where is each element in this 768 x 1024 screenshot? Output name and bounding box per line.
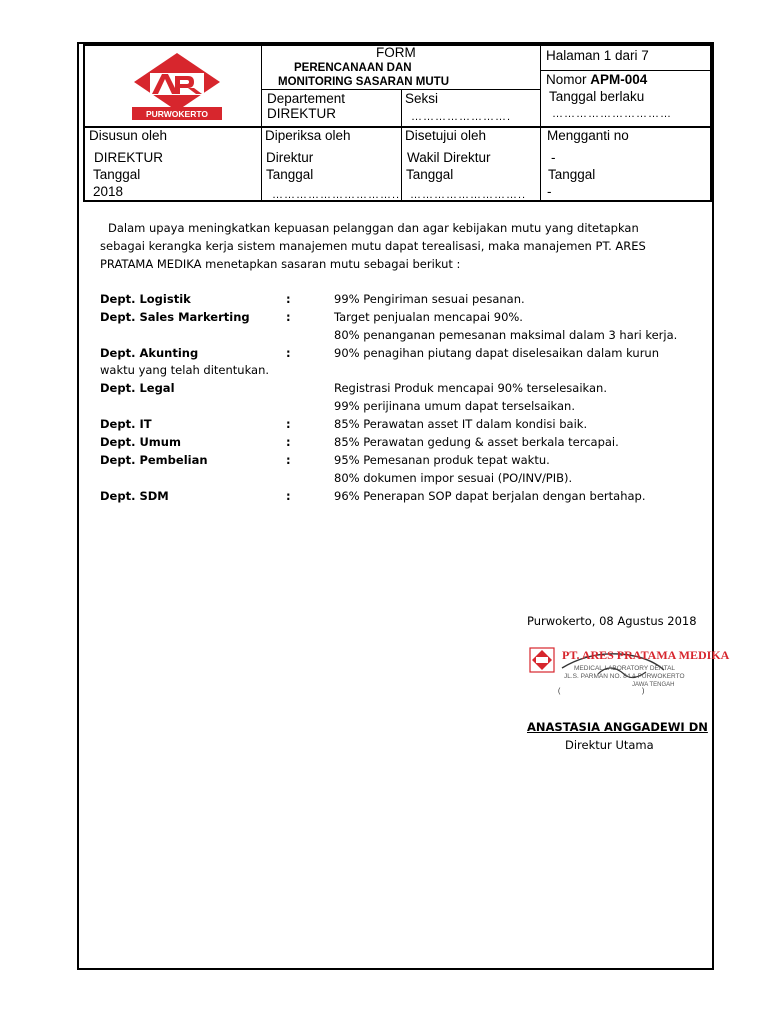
intro-line-3: PRATAMA MEDIKA menetapkan sasaran mutu sebagai berikut : xyxy=(100,257,461,271)
dept-name: Dept. Pembelian xyxy=(100,453,208,467)
mengganti-tanggal-value: - xyxy=(547,184,552,199)
company-stamp xyxy=(528,644,730,695)
dept-colon: : xyxy=(286,292,291,306)
dept-target: 85% Perawatan gedung & asset berkala tercapai. xyxy=(334,435,619,449)
dept-name: Dept. SDM xyxy=(100,489,169,503)
dept-name: Dept. Sales Markerting xyxy=(100,310,250,324)
diperiksa-dots: ………………………….. xyxy=(272,189,401,201)
signer-title: Direktur Utama xyxy=(565,738,654,752)
dept-name: Dept. Logistik xyxy=(100,292,191,306)
stamp-line-1: MEDICAL LABORATORY DENTAL xyxy=(574,665,676,672)
dept-target: 80% dokumen impor sesuai (PO/INV/PIB). xyxy=(334,471,573,485)
dept-colon: : xyxy=(286,489,291,503)
mengganti-tanggal: Tanggal xyxy=(548,167,596,182)
mengganti-label: Mengganti no xyxy=(547,128,629,143)
nomor-label: Nomor xyxy=(546,72,587,87)
form-title-line1: PERENCANAAN DAN xyxy=(294,62,412,74)
seksi-dots: ……………………. xyxy=(411,111,512,123)
page-info: Halaman 1 dari 7 xyxy=(546,48,649,63)
stamp-brackets: ( ) xyxy=(558,688,645,695)
header-divider xyxy=(262,89,540,90)
header-divider xyxy=(261,44,262,202)
disusun-name: DIREKTUR xyxy=(94,150,164,165)
dept-target: 80% penanganan pemesanan maksimal dalam 3 hari kerja. xyxy=(334,328,678,342)
company-logo xyxy=(130,52,224,122)
signer-name: ANASTASIA ANGGADEWI DN xyxy=(527,720,708,734)
tanggal-berlaku-dots: ………………………… xyxy=(552,108,672,120)
header-divider xyxy=(541,70,712,71)
dept-name: Dept. IT xyxy=(100,417,152,431)
disusun-label: Disusun oleh xyxy=(89,128,168,143)
dept-target: 99% perijinana umum dapat terselsaikan. xyxy=(334,399,575,413)
dept-colon: : xyxy=(286,453,291,467)
departement-value: DIREKTUR xyxy=(267,106,337,121)
seksi-label: Seksi xyxy=(405,91,439,106)
header-divider xyxy=(540,44,541,202)
disetujui-label: Disetujui oleh xyxy=(405,128,487,143)
disusun-year: 2018 xyxy=(93,184,124,199)
dept-target: 95% Pemesanan produk tepat waktu. xyxy=(334,453,550,467)
intro-line-1: Dalam upaya meningkatkan kepuasan pelanggan dan agar kebijakan mutu yang ditetapkan xyxy=(108,221,639,235)
disetujui-dots: ……………………….. xyxy=(410,189,527,201)
stamp-line-3: JAWA TENGAH xyxy=(632,682,675,688)
dept-target: Registrasi Produk mencapai 90% terselesaikan. xyxy=(334,381,607,395)
diperiksa-label: Diperiksa oleh xyxy=(265,128,351,143)
diperiksa-tanggal: Tanggal xyxy=(266,167,314,182)
logo-text: PURWOKERTO xyxy=(145,109,209,119)
dept-target: 99% Pengiriman sesuai pesanan. xyxy=(334,292,525,306)
dept-colon: : xyxy=(286,435,291,449)
nomor-value: APM-004 xyxy=(590,72,648,87)
dept-colon: : xyxy=(286,417,291,431)
form-label: FORM xyxy=(376,45,416,60)
dept-colon: : xyxy=(286,346,291,360)
dept-target: 96% Penerapan SOP dapat berjalan dengan bertahap. xyxy=(334,489,646,503)
mengganti-value: - xyxy=(551,150,556,165)
place-date: Purwokerto, 08 Agustus 2018 xyxy=(527,614,697,628)
dept-continuation: waktu yang telah ditentukan. xyxy=(100,363,270,377)
diperiksa-name: Direktur xyxy=(266,150,314,165)
disetujui-tanggal: Tanggal xyxy=(406,167,454,182)
stamp-line-2: JL.S. PARMAN NO. 84 A PURWOKERTO xyxy=(564,673,685,680)
intro-line-2: sebagai kerangka kerja sistem manajemen mutu dapat terealisasi, maka manajemen PT. ARES xyxy=(100,239,646,253)
nomor-row xyxy=(546,72,647,88)
header-divider xyxy=(401,89,402,202)
disusun-tanggal: Tanggal xyxy=(93,167,141,182)
disetujui-name: Wakil Direktur xyxy=(407,150,491,165)
dept-target: 85% Perawatan asset IT dalam kondisi baik. xyxy=(334,417,588,431)
dept-target: Target penjualan mencapai 90%. xyxy=(334,310,523,324)
departement-label: Departement xyxy=(267,91,346,106)
dept-name: Dept. Legal xyxy=(100,381,175,395)
dept-name: Dept. Umum xyxy=(100,435,181,449)
stamp-company: PT. ARES PRATAMA MEDIKA xyxy=(562,648,730,662)
dept-target: 90% penagihan piutang dapat diselesaikan dalam kurun xyxy=(334,346,660,360)
dept-colon: : xyxy=(286,310,291,324)
dept-name: Dept. Akunting xyxy=(100,346,199,360)
tanggal-berlaku-label: Tanggal berlaku xyxy=(549,89,645,104)
form-title-line2: MONITORING SASARAN MUTU xyxy=(278,76,450,88)
